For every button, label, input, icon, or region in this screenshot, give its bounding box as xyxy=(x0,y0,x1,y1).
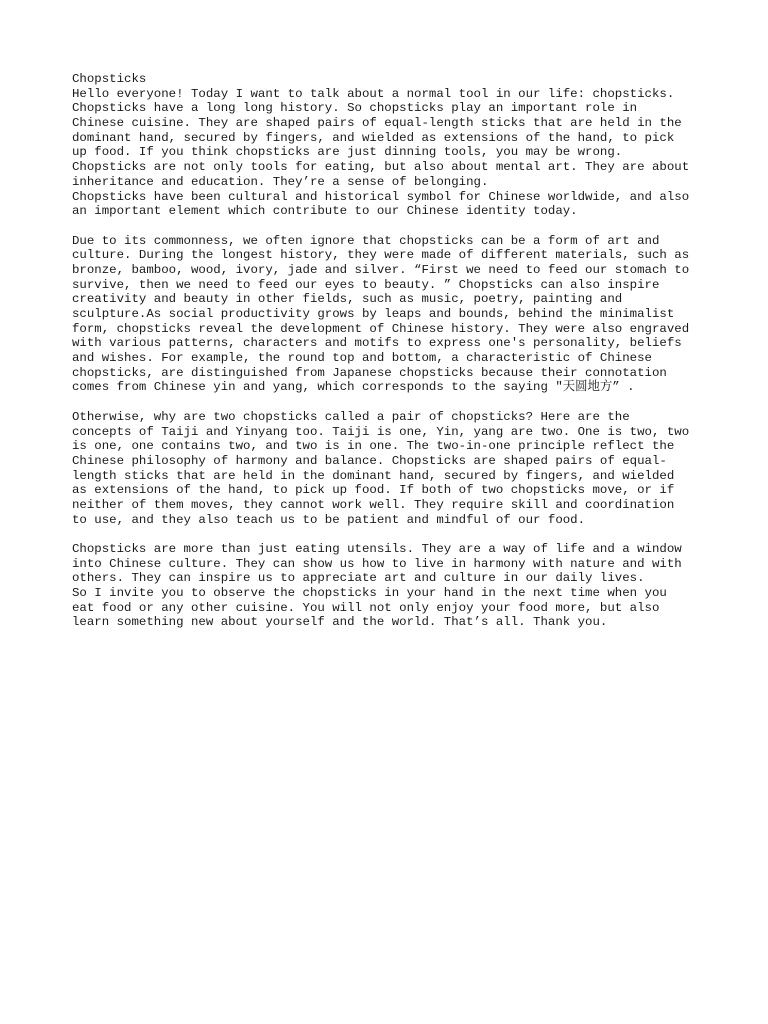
paragraph-line: inheritance and education. They’re a sense of belonging. xyxy=(72,174,489,189)
paragraph-spacer xyxy=(72,527,702,542)
paragraph-line: form, chopsticks reveal the development of Chinese history. They were also engraved xyxy=(72,321,690,336)
paragraph-line: neither of them moves, they cannot work well. They require skill and coordination xyxy=(72,497,675,512)
paragraph-spacer xyxy=(72,219,702,234)
art-culture-paragraph xyxy=(72,234,702,396)
paragraph-line: Otherwise, why are two chopsticks called a pair of chopsticks? Here are the xyxy=(72,409,630,424)
document-page xyxy=(72,72,702,630)
intro-paragraph xyxy=(72,87,702,219)
paragraph-line: Chopsticks are not only tools for eating, but also about mental art. They are about xyxy=(72,160,690,175)
paragraph-line: others. They can inspire us to appreciate art and culture in our daily lives. xyxy=(72,571,645,586)
paragraph-line: Chopsticks have been cultural and historical symbol for Chinese worldwide, and also xyxy=(72,189,690,204)
paragraph-line: creativity and beauty in other fields, such as music, poetry, painting and xyxy=(72,292,623,307)
paragraph-line: Chopsticks have a long long history. So chopsticks play an important role in xyxy=(72,101,638,116)
paragraph-line: with various patterns, characters and motifs to express one's personality, beliefs xyxy=(72,336,682,351)
paragraph-line: bronze, bamboo, wood, ivory, jade and silver. “First we need to feed our stomach to xyxy=(72,262,690,277)
paragraph-line: survive, then we need to feed our eyes to beauty. ” Chopsticks can also inspire xyxy=(72,277,660,292)
taiji-yinyang-paragraph xyxy=(72,410,702,528)
paragraph-line: sculpture.As social productivity grows by leaps and bounds, behind the minimalist xyxy=(72,307,675,321)
conclusion-paragraph xyxy=(72,542,702,630)
paragraph-spacer xyxy=(72,395,702,410)
paragraph-line: culture. During the longest history, they were made of different materials, such as xyxy=(72,248,690,263)
paragraph-line: Due to its commonness, we often ignore that chopsticks can be a form of art and xyxy=(72,233,660,248)
paragraph-line: concepts of Taiji and Yinyang too. Taiji is one, Yin, yang are two. One is two, two xyxy=(72,424,690,439)
paragraph-line: length sticks that are held in the dominant hand, secured by fingers, and wielded xyxy=(72,468,675,483)
paragraph-line: chopsticks, are distinguished from Japanese chopsticks because their connotation xyxy=(72,365,667,380)
paragraph-line: dominant hand, secured by fingers, and wielded as extensions of the hand, to pick xyxy=(72,130,675,145)
paragraph-line: Chinese philosophy of harmony and balance. Chopsticks are shaped pairs of equal- xyxy=(72,453,667,468)
paragraph-line: So I invite you to observe the chopsticks in your hand in the next time when you xyxy=(72,586,667,601)
paragraph-line: Chopsticks are more than just eating utensils. They are a way of life and a window xyxy=(72,542,682,556)
paragraph-line: comes from Chinese yin and yang, which corresponds to the saying "天圆地方” . xyxy=(72,380,635,395)
paragraph-line: eat food or any other cuisine. You will not only enjoy your food more, but also xyxy=(72,600,660,615)
paragraph-line: into Chinese culture. They can show us how to live in harmony with nature and with xyxy=(72,556,682,571)
paragraph-line: an important element which contribute to our Chinese identity today. xyxy=(72,204,578,219)
paragraph-line: and wishes. For example, the round top and bottom, a characteristic of Chinese xyxy=(72,351,652,366)
paragraph-line: learn something new about yourself and the world. That’s all. Thank you. xyxy=(72,615,608,630)
paragraph-line: Hello everyone! Today I want to talk about a normal tool in our life: chopsticks. xyxy=(72,86,675,101)
paragraph-line: to use, and they also teach us to be patient and mindful of our food. xyxy=(72,512,586,527)
paragraph-line: up food. If you think chopsticks are just dinning tools, you may be wrong. xyxy=(72,145,623,160)
paragraph-line: as extensions of the hand, to pick up food. If both of two chopsticks move, or if xyxy=(72,483,675,498)
paragraph-line: Chinese cuisine. They are shaped pairs of equal-length sticks that are held in the xyxy=(72,116,682,131)
document-title: Chopsticks xyxy=(72,72,147,86)
paragraph-line: is one, one contains two, and two is in one. The two-in-one principle reflect the xyxy=(72,439,675,454)
